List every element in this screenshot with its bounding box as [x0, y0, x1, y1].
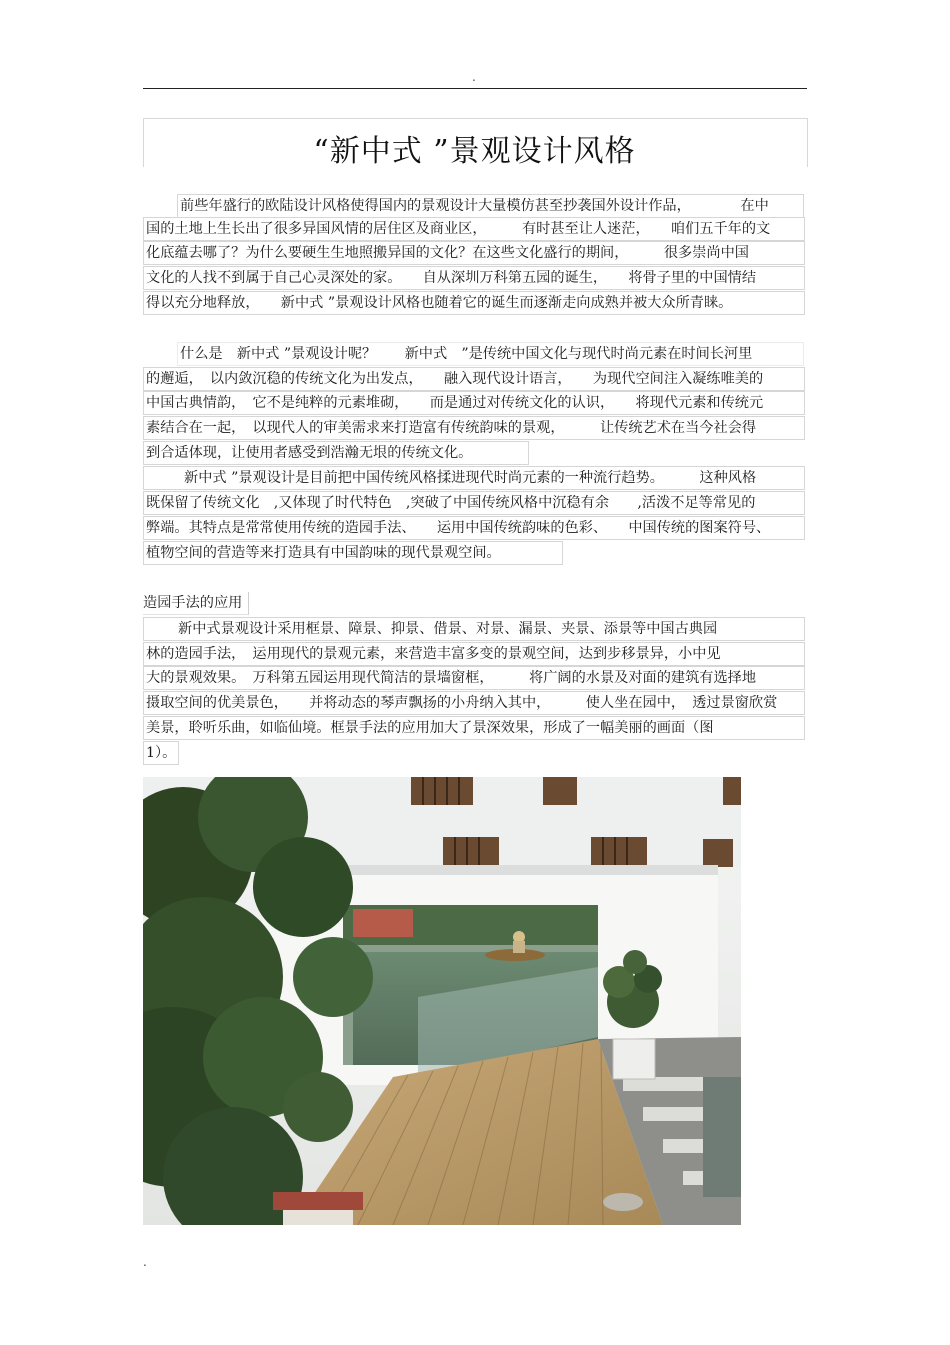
paragraph1-line: 得以充分地释放， 新中式 ”景观设计风格也随着它的诞生而逐渐走向成熟并被大众所青睐。 [143, 291, 805, 315]
garden-photo [143, 777, 741, 1225]
paragraph4-line: 摄取空间的优美景色， 并将动态的琴声飘扬的小舟纳入其中， 使人坐在园中， 透过景窗欣赏 [143, 691, 805, 715]
footer-mark: . [143, 1255, 147, 1269]
paragraph2-line: 什么是 新中式 ”景观设计呢？ 新中式 ”是传统中国文化与现代时尚元素在时间长河里 [177, 342, 804, 366]
section-heading: 造园手法的应用 [143, 592, 249, 615]
paragraph4-line: 大的景观效果。 万科第五园运用现代简洁的景墙窗框， 将广阔的水景及对面的建筑有选择地 [143, 666, 805, 690]
header-mark: . [472, 70, 476, 84]
paragraph4-line: 新中式景观设计采用框景、障景、抑景、借景、对景、漏景、夹景、添景等中国古典园 [143, 617, 805, 641]
paragraph1-line: 化底蕴去哪了？为什么要硬生生地照搬异国的文化？在这些文化盛行的期间， 很多崇尚中国 [143, 241, 805, 265]
paragraph2-line: 中国古典情韵， 它不是纯粹的元素堆砌， 而是通过对传统文化的认识， 将现代元素和传统元 [143, 391, 805, 415]
paragraph4-line: 美景，聆听乐曲，如临仙境。框景手法的应用加大了景深效果，形成了一幅美丽的画面（图 [143, 716, 805, 740]
paragraph1-line: 文化的人找不到属于自己心灵深处的家。 自从深圳万科第五园的诞生， 将骨子里的中国情结 [143, 266, 805, 290]
paragraph1-line: 前些年盛行的欧陆设计风格使得国内的景观设计大量模仿甚至抄袭国外设计作品， 在中 [177, 194, 804, 218]
header-rule [143, 88, 807, 89]
paragraph3-line: 既保留了传统文化 ,又体现了时代特色 ,突破了中国传统风格中沉稳有余 ,活泼不足等常见的 [143, 491, 805, 515]
paragraph4-line: 林的造园手法， 运用现代的景观元素，来营造丰富多变的景观空间，达到步移景异，小中见 [143, 642, 805, 666]
paragraph3-line: 新中式 ”景观设计是目前把中国传统风格揉进现代时尚元素的一种流行趋势。 这种风格 [143, 466, 805, 490]
paragraph3-line: 植物空间的营造等来打造具有中国韵味的现代景观空间。 [143, 541, 563, 565]
paragraph4-line: 1）。 [143, 741, 179, 765]
paragraph2-line: 到合适体现，让使用者感受到浩瀚无垠的传统文化。 [143, 441, 529, 465]
paragraph3-line: 弊端。其特点是常常使用传统的造园手法、 运用中国传统韵味的色彩、 中国传统的图案符号、 [143, 516, 805, 540]
paragraph2-line: 的邂逅， 以内敛沉稳的传统文化为出发点， 融入现代设计语言， 为现代空间注入凝练唯美的 [143, 367, 805, 391]
paragraph2-line: 素结合在一起， 以现代人的审美需求来打造富有传统韵味的景观， 让传统艺术在当今社会得 [143, 416, 805, 440]
paragraph1-line: 国的土地上生长出了很多异国风情的居住区及商业区， 有时甚至让人迷茫， 咱们五千年的文 [143, 217, 805, 241]
document-title: “新中式 ”景观设计风格 [313, 134, 636, 169]
